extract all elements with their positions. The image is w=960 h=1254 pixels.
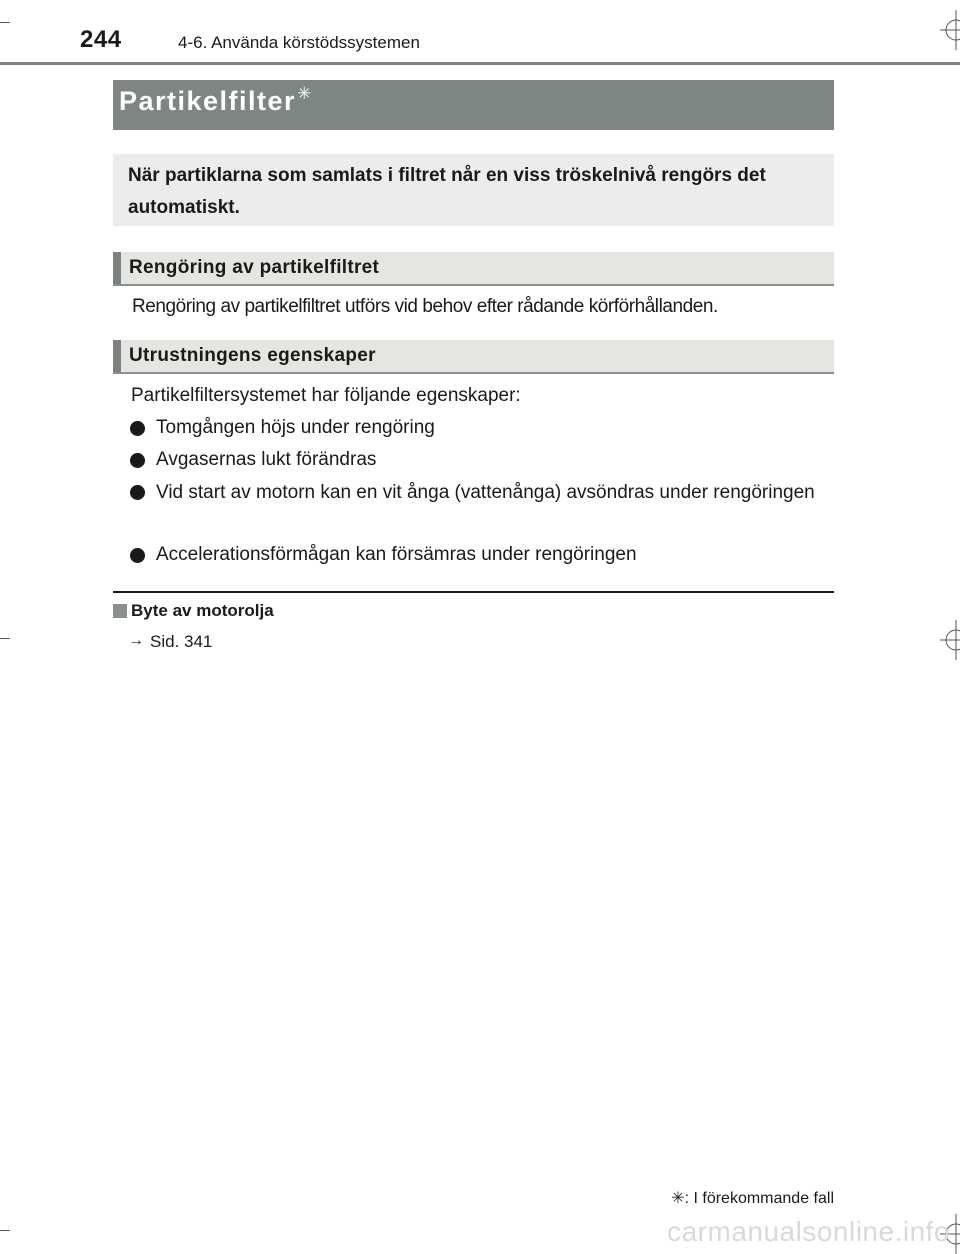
registration-mark-top-right bbox=[936, 10, 960, 50]
crop-mark-top-left bbox=[0, 22, 10, 23]
arrow-right-icon: → bbox=[128, 632, 144, 649]
list-item bbox=[127, 540, 833, 570]
note-heading: Byte av motorolja bbox=[131, 601, 274, 620]
intro-text: När partiklarna som samlats i filtret når en viss tröskelnivå rengörs det automatiskt. bbox=[128, 165, 766, 218]
asterisk-icon: ✳ bbox=[297, 84, 313, 103]
watermark: carmanualsonline.info bbox=[667, 1216, 950, 1247]
section-header-features bbox=[113, 340, 834, 374]
registration-mark-mid-right bbox=[936, 620, 960, 660]
section-header-label: Utrustningens egenskaper bbox=[129, 345, 376, 366]
asterisk-icon: ✳ bbox=[671, 1190, 685, 1207]
section-header-bar bbox=[113, 252, 121, 284]
footnote-text: : I förekommande fall bbox=[684, 1190, 834, 1207]
bullet-icon bbox=[130, 421, 145, 436]
bullet-icon bbox=[130, 453, 145, 468]
list-item bbox=[127, 445, 833, 475]
square-bullet-icon bbox=[113, 604, 127, 618]
section-body-cleaning: Rengöring av partikelfiltret utförs vid behov efter rådande körförhållanden. bbox=[132, 296, 718, 317]
header-rule bbox=[0, 62, 960, 65]
list-item-text: Vid start av motorn kan en vit ånga (vattenånga) avsöndras under rengöringen bbox=[156, 482, 815, 503]
page-title bbox=[119, 86, 313, 117]
section-header-cleaning bbox=[113, 252, 834, 286]
title-bar bbox=[113, 80, 834, 130]
page-reference-link[interactable]: Sid. 341 bbox=[150, 632, 213, 651]
footnote bbox=[660, 1188, 834, 1208]
section-header-label: Rengöring av partikelfiltret bbox=[129, 257, 380, 278]
section-reference: 4-6. Använda körstödssystemen bbox=[178, 33, 420, 52]
section-divider bbox=[113, 591, 834, 593]
page-title-text: Partikelfilter bbox=[119, 86, 297, 116]
list-item-text: Tomgången höjs under rengöring bbox=[156, 417, 435, 438]
intro-box bbox=[113, 154, 834, 226]
crop-mark-mid-left bbox=[0, 638, 10, 639]
section-body-features: Partikelfiltersystemet har följande egenskaper: bbox=[131, 385, 521, 406]
list-item-text: Avgasernas lukt förändras bbox=[156, 449, 377, 470]
list-item bbox=[127, 477, 833, 508]
crop-mark-bottom-left bbox=[0, 1230, 10, 1231]
page-number: 244 bbox=[80, 26, 122, 53]
bullet-icon bbox=[130, 485, 145, 500]
bullet-icon bbox=[130, 548, 145, 563]
list-item bbox=[127, 413, 833, 443]
list-item-text: Accelerationsförmågan kan försämras under rengöringen bbox=[156, 544, 637, 565]
section-header-bar bbox=[113, 340, 121, 372]
